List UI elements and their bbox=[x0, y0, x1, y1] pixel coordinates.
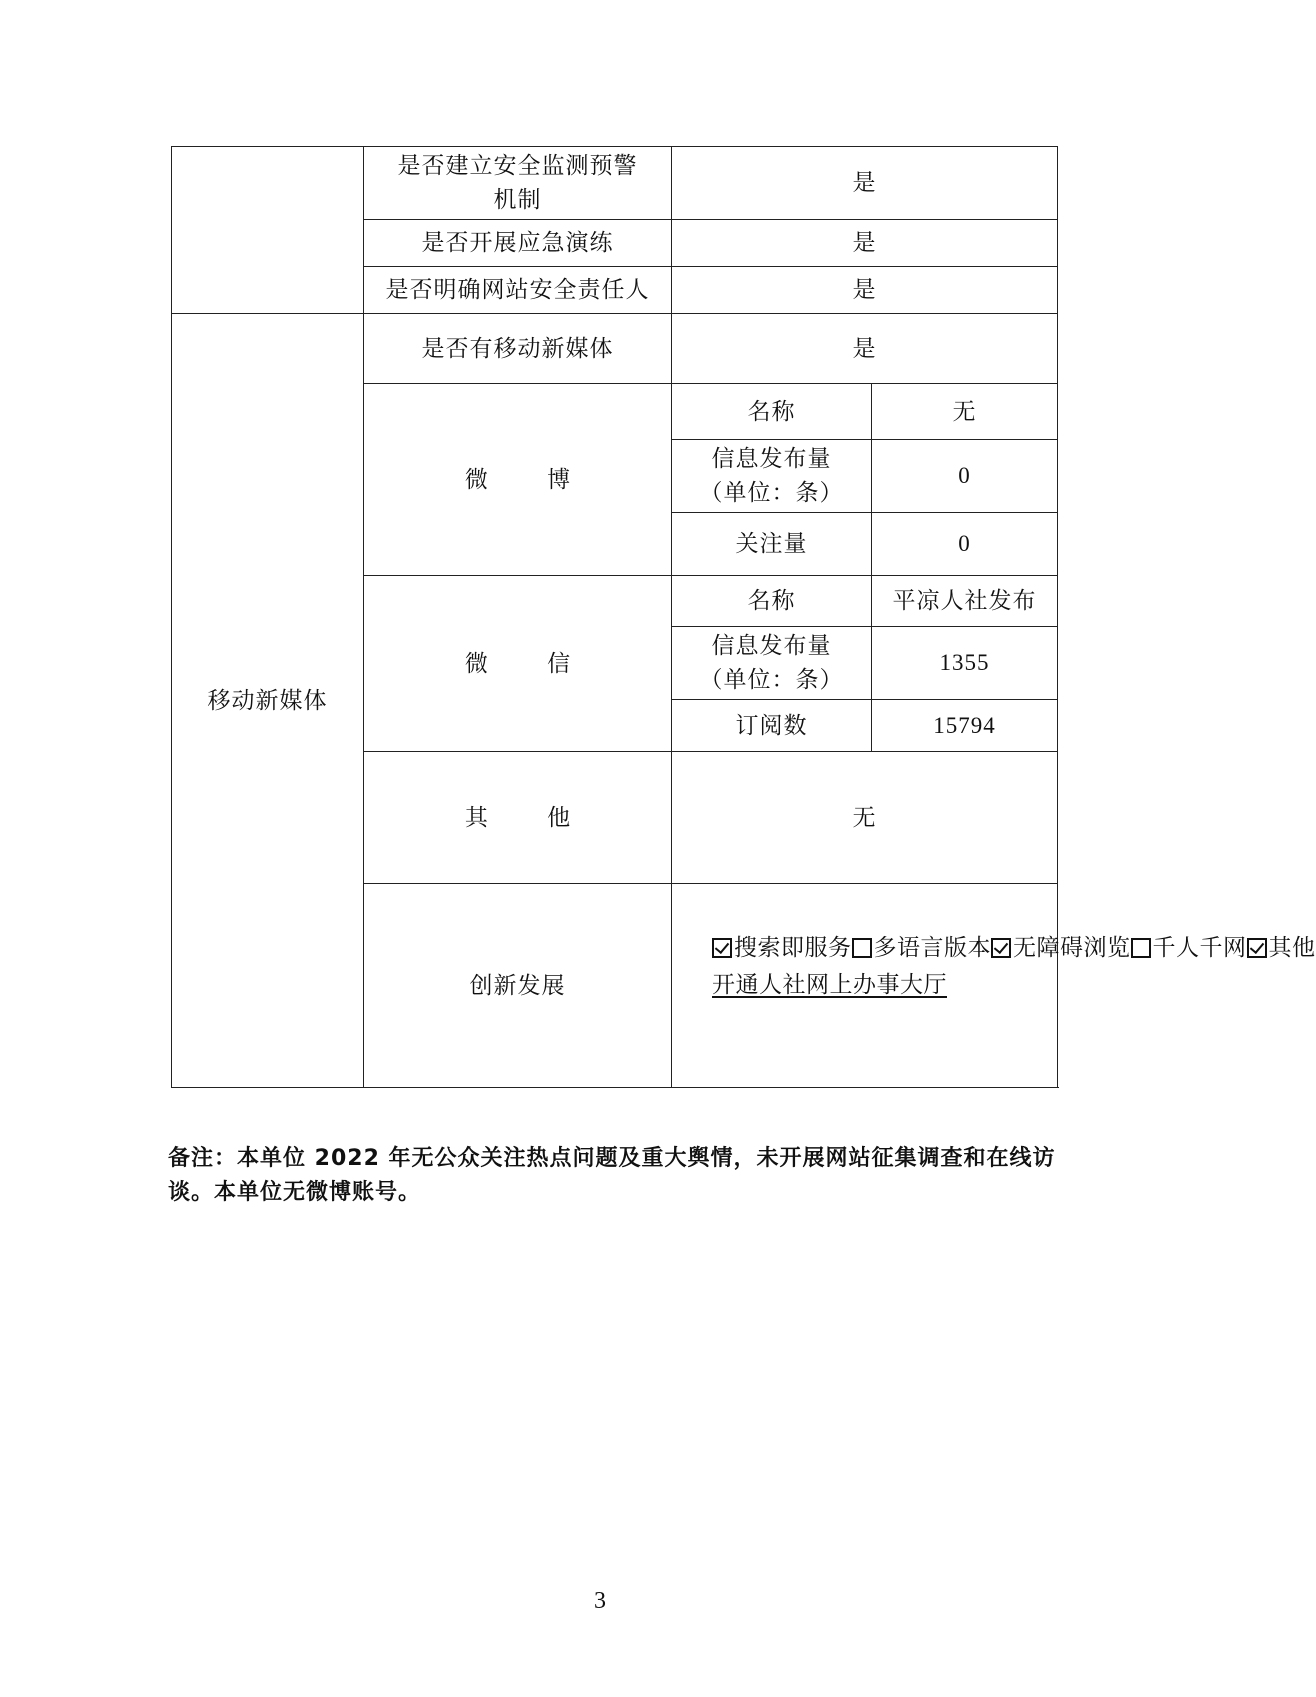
table-row bbox=[172, 147, 1058, 220]
security-drill-label: 是否开展应急演练 bbox=[364, 220, 672, 267]
remark-note: 备注：本单位 2022 年无公众关注热点问题及重大舆情，未开展网站征集调查和在线访谈。本单位无微博账号。 bbox=[168, 1146, 1056, 1205]
security-monitor-value: 是 bbox=[672, 147, 1058, 220]
innovation-options-line bbox=[712, 930, 1316, 967]
weibo-posts-value: 0 bbox=[872, 440, 1058, 513]
checkbox-search-service[interactable] bbox=[712, 938, 732, 958]
checkbox-accessibility[interactable] bbox=[991, 938, 1011, 958]
wechat-subscribers-value: 15794 bbox=[872, 700, 1058, 752]
option-search-service-label: 搜索即服务 bbox=[734, 935, 852, 961]
innovation-options-cell bbox=[672, 884, 1316, 1088]
has-mobile-media-label: 是否有移动新媒体 bbox=[364, 314, 672, 384]
option-multilanguage-label: 多语言版本 bbox=[873, 935, 991, 961]
innovation-other-line bbox=[712, 967, 1043, 1004]
weibo-name-label: 名称 bbox=[672, 384, 872, 440]
security-monitor-label: 是否建立安全监测预警机制 bbox=[364, 147, 672, 220]
option-other-label: 其他 bbox=[1268, 935, 1316, 961]
wechat-posts-value: 1355 bbox=[872, 627, 1058, 700]
other-media-label-cell bbox=[364, 752, 672, 884]
option-personalized-label: 千人千网 bbox=[1152, 935, 1247, 961]
checkbox-personalized[interactable] bbox=[1131, 938, 1151, 958]
wechat-subscribers-label: 订阅数 bbox=[672, 700, 872, 752]
security-section-cell bbox=[172, 147, 364, 314]
option-accessibility-label: 无障碍浏览 bbox=[1013, 935, 1131, 961]
wechat-label-cell bbox=[364, 576, 672, 752]
other-media-value: 无 bbox=[672, 752, 1058, 884]
checkbox-multilanguage[interactable] bbox=[852, 938, 872, 958]
wechat-name-value: 平凉人社发布 bbox=[872, 576, 1058, 627]
security-responsible-value: 是 bbox=[672, 267, 1058, 314]
wechat-posts-label: 信息发布量（单位：条） bbox=[672, 627, 872, 700]
wechat-label: 微 信 bbox=[464, 650, 597, 677]
weibo-posts-label: 信息发布量（单位：条） bbox=[672, 440, 872, 513]
weibo-label: 微 博 bbox=[464, 466, 597, 493]
mobile-media-section-label: 移动新媒体 bbox=[172, 314, 364, 1088]
website-report-table bbox=[171, 146, 1316, 1088]
wechat-name-label: 名称 bbox=[672, 576, 872, 627]
security-drill-value: 是 bbox=[672, 220, 1058, 267]
weibo-label-cell bbox=[364, 384, 672, 576]
weibo-name-value: 无 bbox=[872, 384, 1058, 440]
weibo-followers-value: 0 bbox=[872, 513, 1058, 576]
page-number: 3 bbox=[594, 1588, 606, 1614]
security-responsible-label: 是否明确网站安全责任人 bbox=[364, 267, 672, 314]
checkbox-other[interactable] bbox=[1247, 938, 1267, 958]
other-media-label: 其 他 bbox=[464, 804, 597, 831]
has-mobile-media-value: 是 bbox=[672, 314, 1058, 384]
weibo-followers-label: 关注量 bbox=[672, 513, 872, 576]
innovation-other-detail: 开通人社网上办事大厅 bbox=[712, 972, 947, 998]
innovation-section-label: 创新发展 bbox=[364, 884, 672, 1088]
table-row bbox=[172, 314, 1058, 384]
innovation-blank-line bbox=[712, 1004, 1043, 1041]
